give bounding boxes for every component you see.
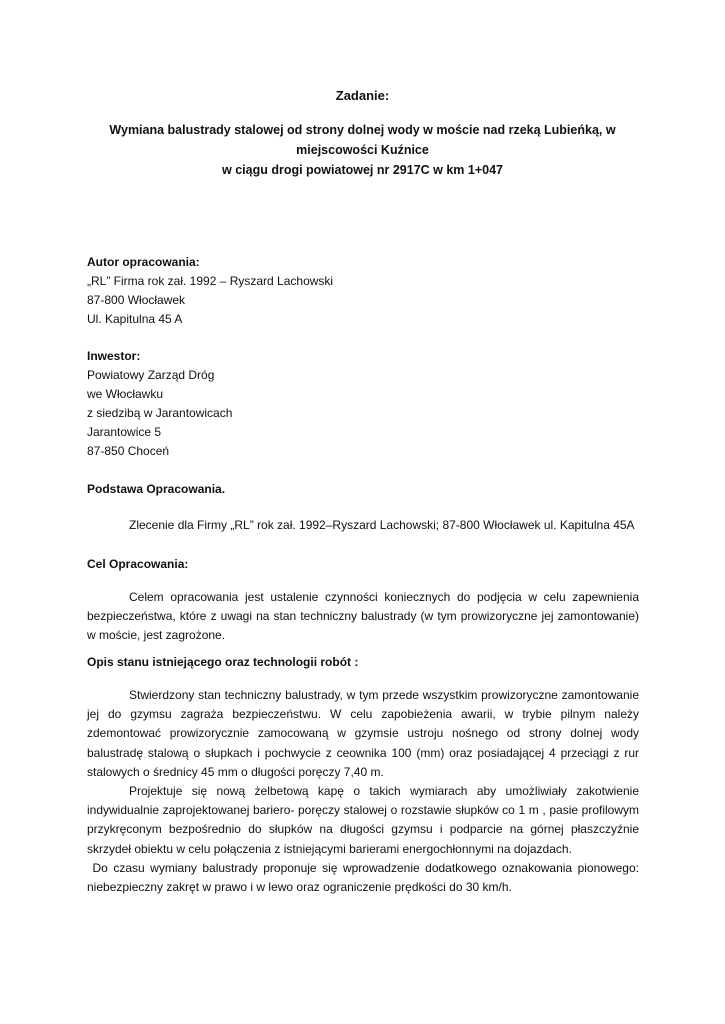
- author-line: 87-800 Włocławek: [87, 293, 186, 307]
- document-subject: [60, 120, 665, 180]
- document-title: Zadanie:: [335, 88, 390, 103]
- goal-heading: Cel Opracowania:: [87, 557, 189, 571]
- basis-heading: Podstawa Opracowania.: [87, 482, 226, 496]
- goal-section: [87, 555, 639, 646]
- author-heading: Autor opracowania:: [87, 255, 200, 269]
- investor-line: Powiatowy Zarząd Dróg: [87, 368, 215, 382]
- investor-line: Jarantowice 5: [87, 425, 162, 439]
- basis-section: [87, 480, 639, 535]
- investor-line: 87-850 Choceń: [87, 444, 170, 458]
- investor-line: z siedzibą w Jarantowicach: [87, 406, 233, 420]
- description-section: [87, 653, 643, 897]
- subject-line-2: miejscowości Kuźnice: [296, 143, 429, 157]
- goal-paragraph: Celem opracowania jest ustalenie czynności koniecznych do podjęcia w celu zapewnienia bezpieczeństwa, które z uwagi na stan techniczny balustrady (w tym prowizoryczne jej zamontowanie) w moście, jest zagrożone.: [87, 590, 639, 643]
- description-paragraph-2: Projektuje się nową żelbetową kapę o takich wymiarach aby umożliwiały zakotwienie indywidualnie zaprojektowanej bariero- poręczy stalowej o rozstawie słupków co 1 m , pasie profilowym przykręconym bezpośrednio do słupków na długości gzymsu i podparcie na górnej płaszczyźnie skrzydeł obiektu w celu połączenia z istniejącymi barierami energochłonnymi na dojazdach.: [87, 784, 639, 856]
- subject-line-1: Wymiana balustrady stalowej od strony dolnej wody w moście nad rzeką Lubieńką, w: [109, 123, 616, 137]
- description-paragraph-3: Do czasu wymiany balustrady proponuje się wprowadzenie dodatkowego oznakowania pionowego: niebezpieczny zakręt w prawo i w lewo oraz ograniczenie prędkości do 30 km/h.: [87, 860, 643, 895]
- basis-text: Zlecenie dla Firmy „RL” rok zał. 1992–Ryszard Lachowski; 87-800 Włocławek ul. Kapitulna 45A: [129, 518, 635, 532]
- description-paragraph-1: Stwierdzony stan techniczny balustrady, w tym przede wszystkim prowizoryczne zamontowanie jej do gzymsu zagraża bezpieczeństwu. W celu zapobieżenia awarii, w trybie pilnym należy zdemontować prowizorycznie zamocowaną w gzymsie ustroju nośnego od strony dolnej wody balustradę stalową o słupkach i pochwycie z ceownika 100 (mm) oraz posiadającej 4 przeciągi z rur stalowych o średnicy 45 mm o długości poręczy 7,40 m.: [87, 688, 639, 779]
- investor-heading: Inwestor:: [87, 349, 141, 363]
- subject-line-3: w ciągu drogi powiatowej nr 2917C w km 1+047: [222, 163, 503, 177]
- author-line: Ul. Kapitulna 45 A: [87, 312, 183, 326]
- author-line: „RL” Firma rok zał. 1992 – Ryszard Lachowski: [87, 274, 334, 288]
- investor-line: we Włocławku: [87, 387, 164, 401]
- investor-section: [87, 347, 639, 461]
- author-section: [87, 253, 639, 329]
- description-heading: Opis stanu istniejącego oraz technologii robót :: [87, 655, 359, 669]
